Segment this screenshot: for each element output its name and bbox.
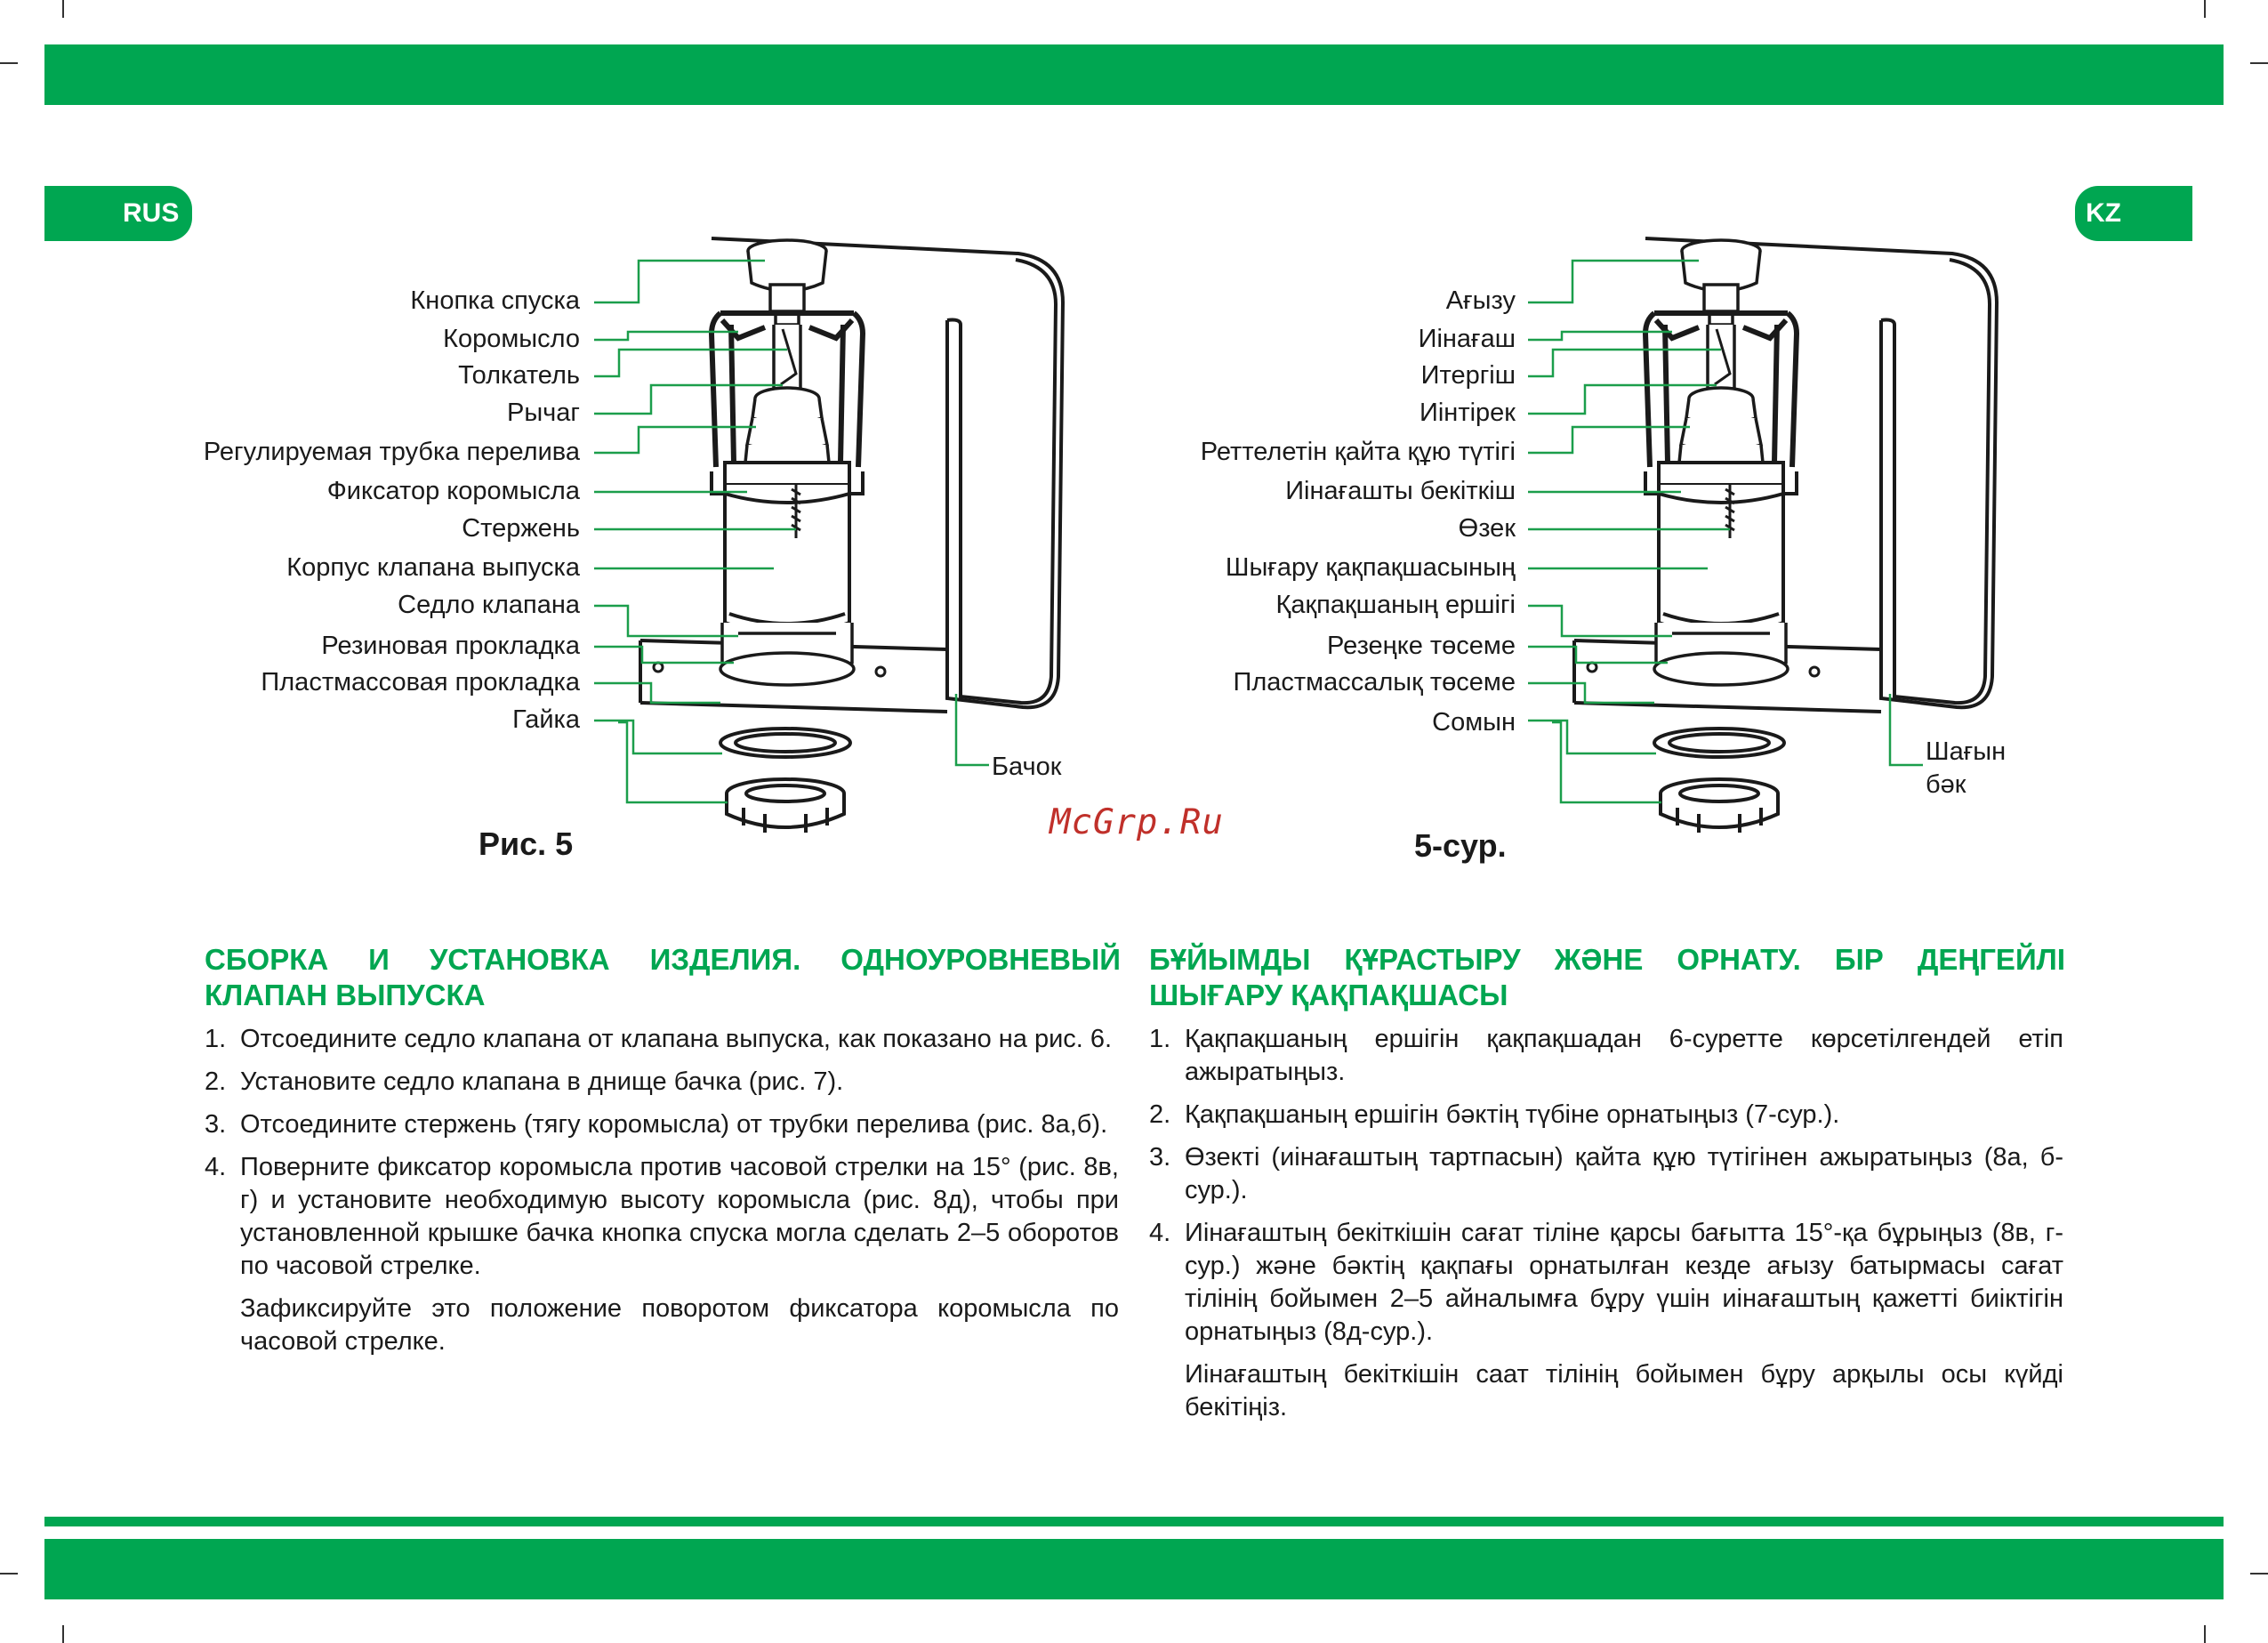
valve-seat (720, 623, 854, 685)
nut (727, 779, 844, 833)
step-number: 3. (1149, 1143, 1171, 1172)
valve-diagram (936, 0, 2268, 890)
list-item (1149, 1217, 2063, 1349)
rubber-gasket (720, 729, 850, 757)
step-text: Поверните фиксатор коромысла против часовой стрелки на 15° (рис. 8в, г) и установите необходимую высоту коромысла (рис. 8д), чтобы при установленной крышке бачка кнопка спуска могла сделать 2–5 оборотов по часовой стрелке. (240, 1153, 1119, 1280)
crop-mark (62, 1625, 64, 1643)
instruction-list (1149, 1023, 2063, 1424)
step-text: Отсоедините стержень (тягу коромысла) от трубки перелива (рис. 8а,б). (240, 1110, 1108, 1139)
list-item (1149, 1099, 2063, 1132)
note-paragraph: Иінағаштың бекіткішін саат тілінің бойымен бұру арқылы осы күйді бекітіңіз. (1185, 1360, 2063, 1422)
valve-body (712, 463, 863, 634)
list-item (1149, 1141, 2063, 1207)
bottom-green-line (44, 1517, 2224, 1526)
lang-tab-kz: KZ (2075, 186, 2192, 241)
part-label: Регулируемая трубка перелива (203, 438, 580, 466)
part-label: Резеңке төсеме (1327, 632, 1516, 660)
part-label: Итергіш (1420, 361, 1516, 390)
part-label: Фиксатор коромысла (326, 477, 580, 505)
watermark: McGrp.Ru (1050, 802, 1224, 842)
part-label: Рычаг (506, 399, 580, 427)
part-label: Корпус клапана выпуска (286, 553, 580, 582)
list-item (1149, 1023, 2063, 1089)
step-number: 4. (1149, 1219, 1171, 1247)
tank-label: Шағын (1926, 737, 2007, 766)
figure-caption: 5-сур. (1414, 827, 1507, 864)
part-label: Иінағаш (1418, 325, 1516, 353)
bottom-green-band (44, 1539, 2224, 1599)
crop-mark (2250, 1573, 2268, 1575)
list-item (205, 1066, 1119, 1099)
part-label: Өзек (1458, 514, 1516, 543)
part-label: Коромысло (443, 325, 580, 353)
step-number: 1. (205, 1025, 227, 1053)
part-label: Пластмассалық төсеме (1233, 668, 1516, 697)
step-number: 2. (205, 1067, 227, 1096)
part-label: Қақпақшаның ершігі (1275, 591, 1516, 619)
part-label: Пластмассовая прокладка (261, 668, 580, 697)
step-number: 3. (205, 1110, 227, 1139)
note-paragraph: Зафиксируйте это положение поворотом фиксатора коромысла по часовой стрелке. (240, 1294, 1119, 1356)
step-text: Өзекті (иінағаштың тартпасын) қайта құю түтігінен ажыратыңыз (8а, б-сур.). (1185, 1143, 2063, 1204)
step-text: Установите седло клапана в днище бачка (рис. 7). (240, 1067, 844, 1096)
step-number: 1. (1149, 1025, 1171, 1053)
part-label: Толкатель (458, 361, 580, 390)
step-number: 2. (1149, 1100, 1171, 1129)
part-label: Кнопка спуска (410, 286, 580, 315)
figure-caption: Рис. 5 (479, 826, 574, 862)
part-label: Ағызу (1445, 286, 1516, 315)
part-label: Стержень (462, 514, 580, 543)
section-heading: БҰЙЫМДЫ ҚҰРАСТЫРУ ЖӘНЕ ОРНАТУ. БІР ДЕҢГЕЙЛІ ШЫҒАРУ ҚАҚПАҚШАСЫ (1149, 943, 2065, 1011)
step-text: Иінағаштың бекіткішін сағат тіліне қарсы бағытта 15°-қа бұрыңыз (8в, г-сур.) және бәктің қақпағы орнатылған кезде ағызу батырмасы сағат тілінің бойымен 2–5 айналымға бұру үшін иінағаштың қажетті биіктігін орнатыңыз (8д-сур.). (1185, 1219, 2063, 1346)
part-label: Иінағашты бекіткіш (1285, 477, 1516, 505)
part-label: Гайка (512, 705, 580, 734)
lang-tab-rus: RUS (44, 186, 192, 241)
list-item (205, 1151, 1119, 1283)
instruction-list (205, 1023, 1119, 1358)
tank-label: бәк (1926, 770, 1966, 799)
crop-mark (0, 1573, 18, 1575)
part-label: Сомын (1432, 708, 1516, 737)
part-label: Реттелетін қайта құю түтігі (1200, 438, 1516, 466)
step-text: Отсоедините седло клапана от клапана выпуска, как показано на рис. 6. (240, 1025, 1113, 1053)
tank-label: Бачок (992, 753, 1062, 781)
part-label: Шығару қақпақшасының (1225, 553, 1516, 582)
section-heading: СБОРКА И УСТАНОВКА ИЗДЕЛИЯ. ОДНОУРОВНЕВЫЙ КЛАПАН ВЫПУСКА (205, 943, 1121, 1011)
step-number: 4. (205, 1153, 227, 1181)
step-text: Қақпақшаның ершігін бәктің түбіне орнатыңыз (7-сур.). (1185, 1100, 1840, 1129)
list-item (205, 1108, 1119, 1141)
part-label: Иінтірек (1420, 399, 1516, 427)
step-text: Қақпақшаның ершігін қақпақшадан 6-суретте көрсетілгендей етіп ажыратыңыз. (1185, 1025, 2063, 1086)
part-label: Резиновая прокладка (321, 632, 580, 660)
list-item (205, 1023, 1119, 1056)
part-label: Седло клапана (398, 591, 580, 619)
crop-mark (2204, 1625, 2206, 1643)
